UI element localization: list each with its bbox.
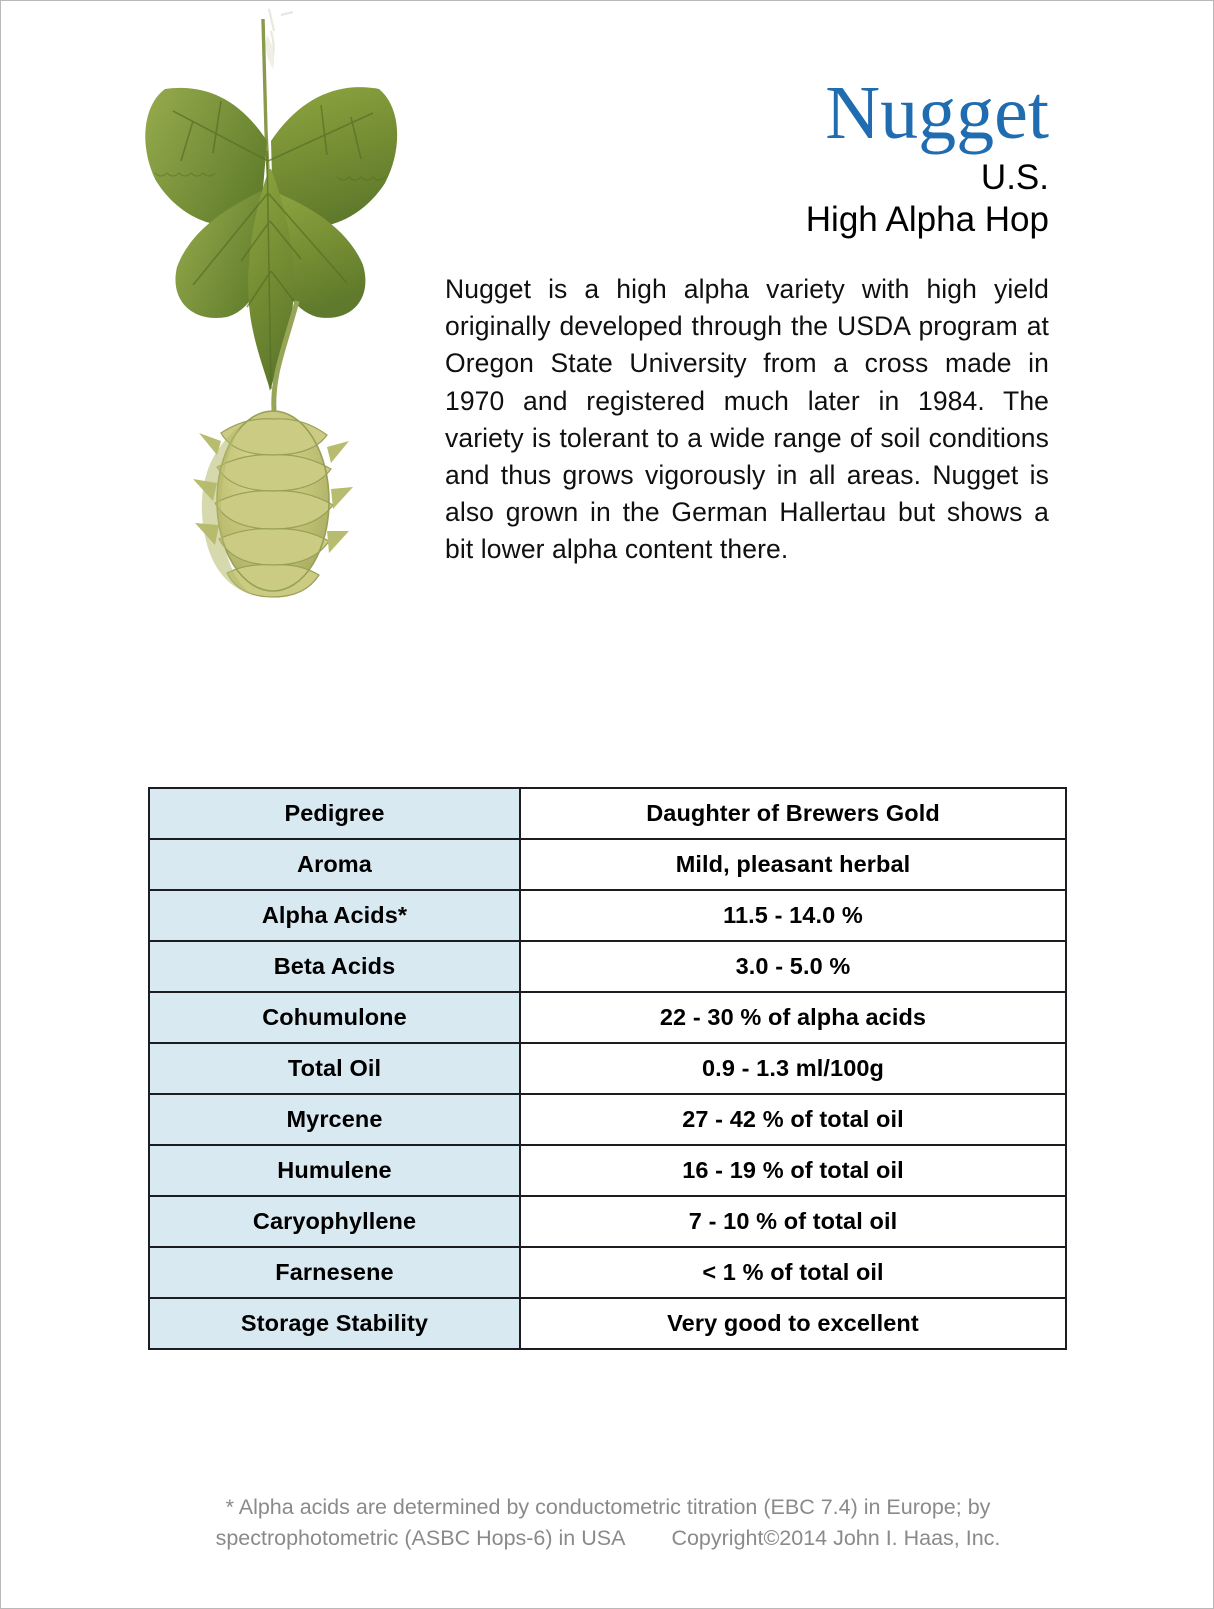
- classification-subtitle: High Alpha Hop: [805, 200, 1049, 239]
- spec-value: 22 - 30 % of alpha acids: [520, 992, 1066, 1043]
- table-row: [149, 1247, 1066, 1298]
- copyright-notice: Copyright©2014 John I. Haas, Inc.: [671, 1526, 1001, 1550]
- spec-value: 11.5 - 14.0 %: [520, 890, 1066, 941]
- table-row: [149, 941, 1066, 992]
- spec-label: Aroma: [149, 839, 520, 890]
- spec-label: Beta Acids: [149, 941, 520, 992]
- footnote-line-2: [1, 1523, 1214, 1554]
- table-row: [149, 992, 1066, 1043]
- page-title: Nugget: [825, 71, 1049, 155]
- footnote-method: spectrophotometric (ASBC Hops-6) in USA: [215, 1526, 626, 1550]
- spec-value: Daughter of Brewers Gold: [520, 788, 1066, 839]
- spec-value: 16 - 19 % of total oil: [520, 1145, 1066, 1196]
- spec-label: Storage Stability: [149, 1298, 520, 1349]
- hop-cone-shape: [193, 411, 353, 597]
- footer-note: [1, 1492, 1214, 1554]
- hop-plant-svg: [121, 1, 441, 621]
- table-row: [149, 1094, 1066, 1145]
- table-row: [149, 839, 1066, 890]
- header-section: [1, 1, 1214, 641]
- footnote-line-1: * Alpha acids are determined by conductometric titration (EBC 7.4) in Europe; by: [225, 1495, 991, 1519]
- spec-value: 27 - 42 % of total oil: [520, 1094, 1066, 1145]
- table-row: [149, 1043, 1066, 1094]
- spec-label: Total Oil: [149, 1043, 520, 1094]
- spec-label: Farnesene: [149, 1247, 520, 1298]
- hop-plant-illustration: [121, 1, 441, 621]
- spec-value: Very good to excellent: [520, 1298, 1066, 1349]
- spec-value: 3.0 - 5.0 %: [520, 941, 1066, 992]
- spec-value: < 1 % of total oil: [520, 1247, 1066, 1298]
- spec-label: Alpha Acids*: [149, 890, 520, 941]
- table-row: [149, 1196, 1066, 1247]
- spec-label: Myrcene: [149, 1094, 520, 1145]
- faded-bine-fragment: [265, 9, 293, 69]
- variety-description: Nugget is a high alpha variety with high yield originally developed through the USDA program at Oregon State University from a cross made in 1970 and registered much later in 1984. The variety is tolerant to a wide range of soil conditions and thus grows vigorously in all areas. Nugget is also grown in the German Hallertau but shows a bit lower alpha content there.: [445, 274, 1049, 565]
- spec-label: Cohumulone: [149, 992, 520, 1043]
- hop-leaf-shape: [145, 87, 397, 391]
- table-row: [149, 890, 1066, 941]
- origin-subtitle: U.S.: [980, 158, 1049, 197]
- specification-table: [148, 787, 1067, 1350]
- table-row: [149, 1145, 1066, 1196]
- spec-label: Humulene: [149, 1145, 520, 1196]
- spec-value: 0.9 - 1.3 ml/100g: [520, 1043, 1066, 1094]
- spec-value: 7 - 10 % of total oil: [520, 1196, 1066, 1247]
- spec-label: Caryophyllene: [149, 1196, 520, 1247]
- table-row: [149, 788, 1066, 839]
- table-row: [149, 1298, 1066, 1349]
- title-block: [409, 73, 1049, 241]
- spec-value: Mild, pleasant herbal: [520, 839, 1066, 890]
- specification-table-body: [149, 788, 1066, 1349]
- spec-label: Pedigree: [149, 788, 520, 839]
